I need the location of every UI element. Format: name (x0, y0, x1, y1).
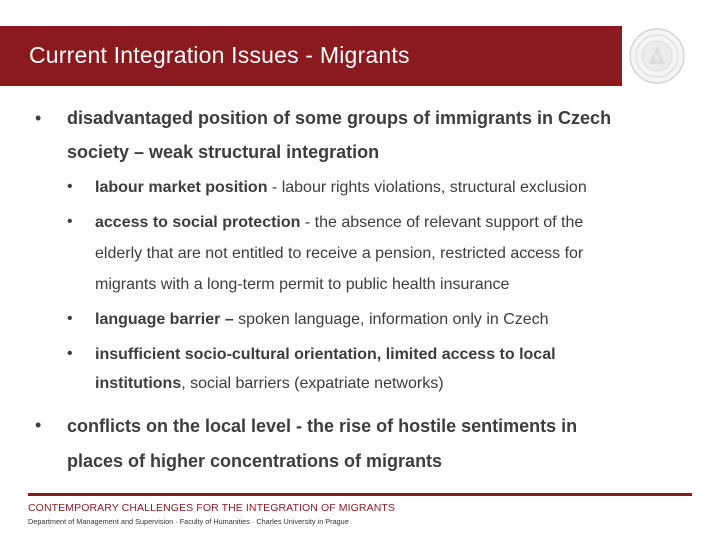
sub-bullet-bold: access to social protection (95, 214, 301, 231)
bullet-marker: • (35, 108, 42, 128)
sub-bullet-bold: institutions (95, 375, 182, 392)
sub-bullet-bold: labour market position (95, 179, 268, 196)
sub-bullet-bold: insufficient socio-cultural orientation, limited access to local (95, 346, 556, 363)
bullet-1-line-2: society – weak structural integration (67, 142, 380, 162)
sub-bullet-text: spoken language, information only in Czech (233, 311, 549, 328)
sub-bullet-social-protection (95, 214, 583, 232)
sub-bullet-socio-cultural-line-2 (95, 375, 444, 393)
sub-bullet-socio-cultural (95, 346, 556, 364)
sub-bullet-text: , social barriers (expatriate networks) (181, 375, 444, 392)
sub-bullet-marker: • (67, 345, 73, 362)
bullet-marker: • (35, 415, 42, 435)
sub-bullet-social-protection-line-3: migrants with a long-term permit to public health insurance (95, 276, 510, 293)
footer-divider (28, 493, 692, 496)
bullet-2-line-1: conflicts on the local level - the rise of hostile sentiments in (67, 416, 578, 436)
sub-bullet-bold: language barrier – (95, 311, 234, 328)
sub-bullet-marker: • (67, 178, 73, 195)
bullet-1-line-1: disadvantaged position of some groups of immigrants in Czech (67, 108, 612, 128)
sub-bullet-marker: • (67, 213, 73, 230)
sub-bullet-text: - the absence of relevant support of the (300, 214, 584, 231)
sub-bullet-labour-market (95, 179, 587, 197)
sub-bullet-marker: • (67, 310, 73, 327)
sub-bullet-social-protection-line-2: elderly that are not entitled to receive a pension, restricted access for (95, 245, 584, 262)
bullet-2-line-2: places of higher concentrations of migrants (67, 451, 443, 471)
sub-bullet-language-barrier (95, 311, 549, 329)
slide-title: Current Integration Issues - Migrants (29, 42, 410, 68)
footer-title: CONTEMPORARY CHALLENGES FOR THE INTEGRATION OF MIGRANTS (28, 502, 396, 514)
sub-bullet-text: - labour rights violations, structural exclusion (267, 179, 587, 196)
footer-subtitle: Department of Management and Supervision · Faculty of Humanities · Charles University in Prague (28, 517, 349, 526)
